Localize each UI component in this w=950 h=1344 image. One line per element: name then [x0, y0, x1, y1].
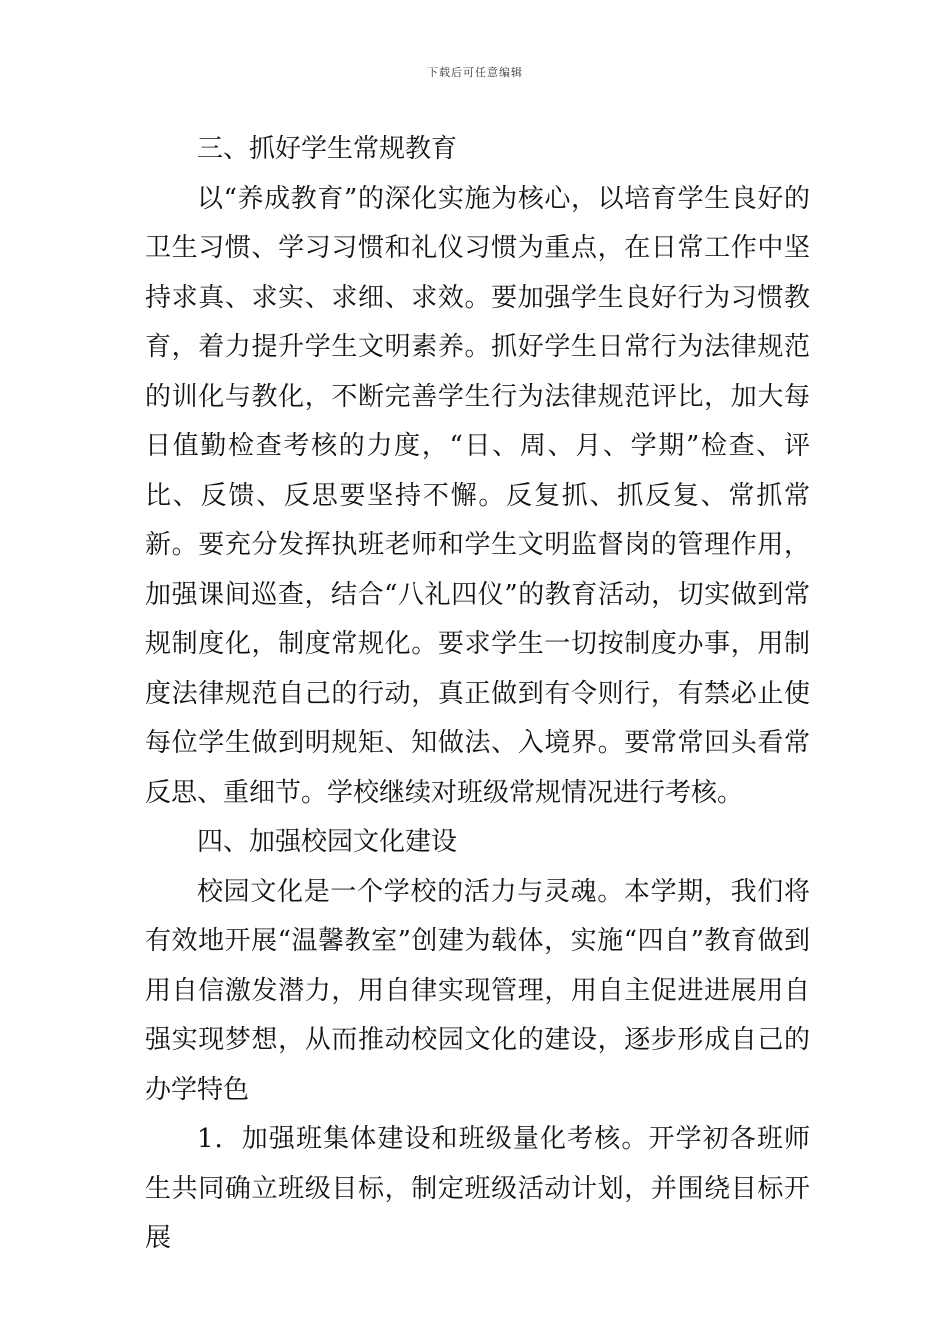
paragraph-class-building: 1．加强班集体建设和班级量化考核。开学初各班师生共同确立班级目标，制定班级活动计划，并围绕目标开展	[145, 1124, 810, 1253]
header-note: 下载后可任意编辑	[427, 66, 523, 79]
paragraph-routine-education: 以“养成教育”的深化实施为核心，以培育学生良好的卫生习惯、学习习惯和礼仪习惯为重点，在日常工作中坚持求真、求实、求细、求效。要加强学生良好行为习惯教育，着力提升学生文明素养。抓好学生日常行为法律规范的训化与教化，不断完善学生行为法律规范评比，加大每日值勤检查考核的力度，“日、周、月、学期”检查、评比、反馈、反思要坚持不懈。反复抓、抓反复、常抓常新。要充分发挥执班老师和学生文明监督岗的管理作用，加强课间巡查，结合“八礼四仪”的教育活动，切实做到常规制度化，制度常规化。要求学生一切按制度办事，用制度法律规范自己的行动，真正做到有令则行，有禁必止使每位学生做到明规矩、知做法、入境界。要常常回头看常反思、重细节。学校继续对班级常规情况进行考核。	[145, 183, 810, 808]
section-heading-3: 三、抓好学生常规教育	[197, 134, 458, 164]
document-body	[145, 125, 810, 1264]
paragraph-campus-culture: 校园文化是一个学校的活力与灵魂。本学期，我们将有效地开展“温馨教室”创建为载体，实施“四自”教育做到用自信激发潜力，用自律实现管理，用自主促进进展用自强实现梦想，从而推动校园文化的建设，逐步形成自己的办学特色	[145, 876, 810, 1105]
section-heading-4: 四、加强校园文化建设	[197, 827, 458, 857]
